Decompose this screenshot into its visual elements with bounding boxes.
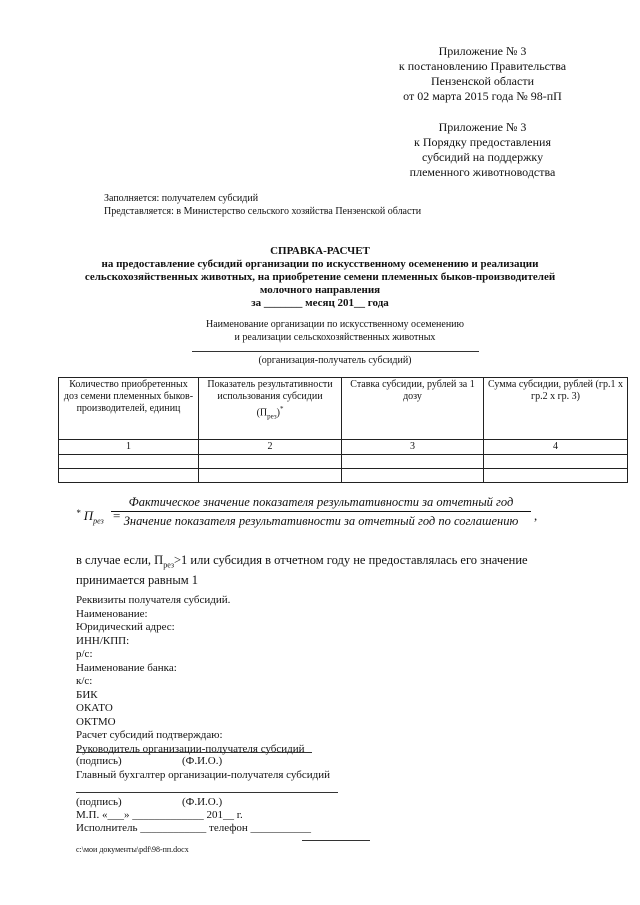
document-title [60, 245, 580, 310]
header-superscript: * [279, 405, 284, 413]
table-cell[interactable] [59, 455, 199, 469]
organization-name-label [190, 318, 480, 344]
file-path: c:\мои документы\pdf\98-пп.docx [76, 845, 189, 854]
header-line: субсидий на поддержку [421, 150, 544, 164]
stamp-date-line: М.П. «___» _____________ 201__ г. [76, 809, 243, 821]
formula-p: П [80, 508, 94, 523]
appendix-header-government [340, 44, 625, 104]
requisite-line: р/с: [76, 648, 93, 660]
title-line: на предоставление субсидий организации по искусственному осеменению и реализации [101, 258, 539, 270]
note-subscript: рез [163, 560, 174, 570]
requisite-line: Расчет субсидий подтверждаю: [76, 729, 223, 741]
header-text: (П [256, 407, 268, 419]
header-line: к Порядку предоставления [413, 135, 551, 149]
executor-line: Исполнитель ____________ телефон ___________ [76, 822, 311, 834]
org-name-line: и реализации сельскохозяйственных животных [234, 332, 436, 343]
podpis-caption: (подпись) [76, 755, 122, 767]
note-fragment: >1 или субсидия в отчетном году не предоставлялась его значение [174, 553, 528, 567]
fio-caption: (Ф.И.О.) [182, 755, 223, 767]
table-header-cell [199, 378, 342, 440]
requisite-line: к/с: [76, 675, 93, 687]
submitted-to-line: Представляется: в Министерство сельского хозяйства Пензенской области [104, 206, 422, 217]
formula-denominator: Значение показателя результативности за отчетный год по соглашению [123, 514, 519, 528]
filled-by-line: Заполняется: получателем субсидий [104, 193, 259, 204]
table-header-cell: Количество приобретенных доз семени племенных быков-производителей, единиц [59, 378, 199, 440]
formula-fraction [111, 494, 531, 529]
table-header-row [59, 378, 628, 440]
formula-numerator: Фактическое значение показателя результативности за отчетный год [128, 495, 514, 509]
header-line: Приложение № 3 [438, 44, 527, 58]
accountant-signature-line[interactable] [76, 792, 338, 793]
requisite-line: ОКАТО [76, 702, 113, 714]
podpis-caption: (подпись) [76, 796, 122, 808]
requisite-line: БИК [76, 688, 98, 701]
table-cell[interactable] [342, 469, 484, 483]
header-line: племенного животноводства [409, 165, 556, 179]
requisite-line: ОКТМО [76, 715, 116, 728]
formula-comma: , [534, 508, 538, 523]
requisite-line: Юридический адрес: [76, 621, 175, 633]
table-cell[interactable] [484, 469, 628, 483]
note-text [76, 553, 528, 588]
header-line: Пензенской области [431, 74, 534, 88]
requisites-block [76, 594, 305, 756]
requisite-line: Наименование: [76, 607, 148, 620]
table-header-cell: Ставка субсидии, рублей за 1 дозу [342, 378, 484, 440]
table-cell[interactable] [484, 455, 628, 469]
footnote-separator [302, 840, 370, 841]
org-name-line: Наименование организации по искусственному осеменению [205, 319, 464, 330]
subsidy-table [58, 377, 628, 483]
chief-accountant-label: Главный бухгалтер организации-получателя субсидий [76, 769, 331, 781]
requisite-line: Наименование банка: [76, 661, 177, 674]
organization-underline [192, 351, 479, 352]
formula-subscript: рез [93, 516, 104, 526]
table-number-row [59, 440, 628, 455]
fraction-bar [111, 511, 531, 512]
formula-equals: = [112, 508, 121, 523]
title-main: СПРАВКА-РАСЧЕТ [270, 245, 370, 257]
header-text: Показатель результативности использования субсидии [207, 379, 333, 402]
appendix-header-procedure [340, 120, 625, 180]
table-row [59, 455, 628, 469]
note-line: принимается равным 1 [76, 572, 199, 587]
table-cell[interactable] [59, 469, 199, 483]
column-number: 1 [59, 440, 199, 455]
table-cell[interactable] [199, 469, 342, 483]
table-cell[interactable] [199, 455, 342, 469]
header-subscript: рез [267, 412, 277, 421]
column-number: 3 [342, 440, 484, 455]
organization-caption: (организация-получатель субсидий) [258, 355, 412, 366]
header-text: ) [276, 407, 280, 419]
column-number: 2 [199, 440, 342, 455]
requisite-line: ИНН/КПП: [76, 634, 130, 647]
fio-caption: (Ф.И.О.) [182, 796, 223, 808]
requisite-line: Реквизиты получателя субсидий. [76, 594, 231, 606]
column-number: 4 [484, 440, 628, 455]
asterisk: * [76, 508, 81, 518]
header-line: от 02 марта 2015 года № 98-пП [403, 89, 562, 103]
director-signature-line[interactable] [76, 752, 312, 753]
note-line [76, 553, 528, 573]
table-cell[interactable] [342, 455, 484, 469]
table-header-cell: Сумма субсидии, рублей (гр.1 x гр.2 x гр. 3) [484, 378, 628, 440]
header-line: к постановлению Правительства [398, 59, 567, 73]
requisite-line: Руководитель организации-получателя субсидий [76, 742, 305, 755]
table-row [59, 469, 628, 483]
title-line: сельскохозяйственных животных, на приобретение семени племенных быков-производителей [84, 271, 556, 283]
title-period-line: за _______ месяц 201__ года [251, 297, 389, 309]
title-line: молочного направления [259, 284, 381, 296]
note-fragment: в случае если, П [76, 553, 164, 567]
header-line: Приложение № 3 [438, 120, 527, 134]
